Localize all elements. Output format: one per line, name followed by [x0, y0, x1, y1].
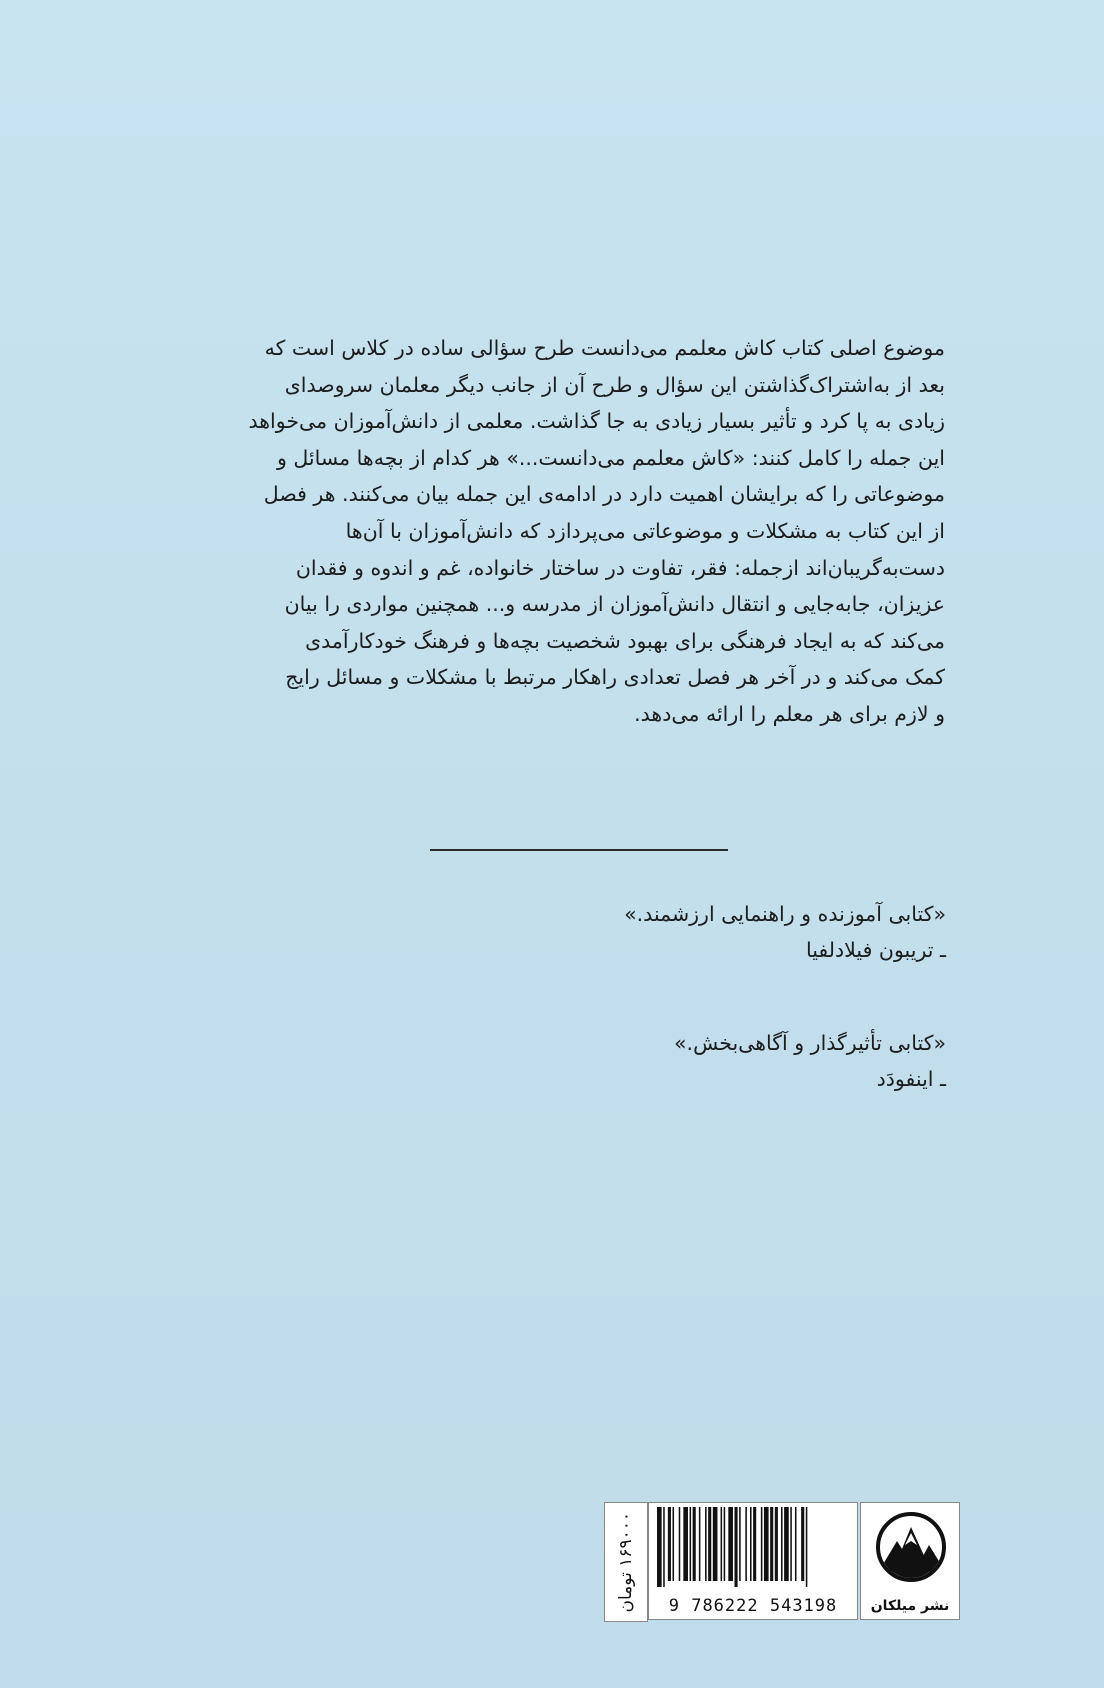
- barcode-bar: [745, 1507, 747, 1581]
- barcode-bar: [795, 1507, 797, 1581]
- barcode-bar: [657, 1507, 662, 1587]
- description-line: کمک می‌کند و در آخر هر فصل تعدادی راهکار مرتبط با مشکلات و مسائل رایج: [285, 665, 945, 690]
- barcode-bar: [693, 1507, 696, 1581]
- review-quote-2: [346, 1025, 946, 1097]
- barcode-bar: [750, 1507, 752, 1581]
- description-line: می‌کند که به ایجاد فرهنگی برای بهبود شخصیت بچه‌ها و فرهنگ خودکارآمدی: [305, 628, 945, 653]
- barcode-bar: [663, 1507, 665, 1587]
- barcode-bar: [753, 1507, 756, 1581]
- review-text: «کتابی تأثیرگذار و آگاهی‌بخش.»: [674, 1031, 946, 1055]
- publisher-name: نشر میلکان: [870, 1598, 950, 1614]
- barcode-bar: [790, 1507, 792, 1581]
- barcode: [648, 1502, 858, 1620]
- mountains-circle-icon: [875, 1511, 947, 1583]
- price-text: ۱۶۹۰۰۰ تومان: [616, 1511, 636, 1613]
- barcode-bar: [683, 1507, 688, 1581]
- description-line: بعد از به‌اشتراک‌گذاشتن این سؤال و طرح آن از جانب دیگر معلمان سروصدای: [284, 372, 945, 397]
- barcode-bar: [784, 1507, 789, 1581]
- description-line: و لازم برای هر معلم را ارائه می‌دهد.: [634, 701, 945, 726]
- barcode-bar: [735, 1507, 738, 1587]
- barcode-bar: [679, 1507, 681, 1581]
- barcode-bar: [761, 1507, 763, 1581]
- barcode-bar: [690, 1507, 692, 1581]
- review-quote-1: [346, 896, 946, 968]
- description-line: موضوعاتی را که برایشان اهمیت دارد در ادامه‌ی این جمله بیان می‌کنند. هر فصل: [263, 482, 945, 507]
- review-text: «کتابی آموزنده و راهنمایی ارزشمند.»: [624, 902, 946, 926]
- barcode-bar: [775, 1507, 778, 1581]
- barcode-bar: [699, 1507, 701, 1581]
- price-label: [604, 1502, 648, 1622]
- barcode-bar: [724, 1507, 726, 1581]
- barcode-bar: [705, 1507, 707, 1581]
- barcode-bar: [770, 1507, 773, 1581]
- barcode-bar: [801, 1507, 804, 1581]
- review-source: ـ تریبون فیلادلفیا: [806, 938, 946, 962]
- description-line: عزیزان، جابه‌جایی و انتقال دانش‌آموزان از مدرسه و... همچنین مواردی را بیان: [284, 592, 945, 617]
- description-line: دست‌به‌گریبان‌اند ازجمله: فقر، تفاوت در ساختار خانواده، غم و اندوه و فقدان: [295, 555, 945, 580]
- barcode-bar: [708, 1507, 711, 1581]
- review-source: ـ اینفودَد: [876, 1067, 946, 1091]
- barcode-bar: [764, 1507, 769, 1581]
- barcode-number: 9 786222 543198: [668, 1596, 838, 1616]
- description-line: موضوع اصلی کتاب کاش معلمم می‌دانست طرح سؤالی ساده در کلاس است که: [264, 336, 945, 360]
- barcode-bar: [781, 1507, 783, 1581]
- barcode-bars: [655, 1507, 853, 1587]
- description-line: این جمله را کامل کنند: «کاش معلمم می‌دانست...» هر کدام از بچه‌ها مسائل و: [276, 445, 945, 470]
- barcode-bar: [806, 1507, 808, 1587]
- description-line: از این کتاب به مشکلات و موضوعاتی می‌پردازد که دانش‌آموزان با آن‌ها: [345, 518, 945, 543]
- barcode-bar: [721, 1507, 723, 1581]
- section-divider: [430, 849, 728, 851]
- barcode-bar: [673, 1507, 675, 1581]
- barcode-bar: [713, 1507, 718, 1581]
- publisher-logo-box: [860, 1502, 960, 1620]
- book-description: [175, 330, 945, 733]
- barcode-bar: [739, 1507, 741, 1581]
- description-line: زیادی به پا کرد و تأثیر بسیار زیادی به جا گذاشت. معلمی از دانش‌آموزان می‌خواهد: [248, 409, 945, 434]
- barcode-bar: [668, 1507, 671, 1581]
- barcode-bar: [728, 1507, 733, 1581]
